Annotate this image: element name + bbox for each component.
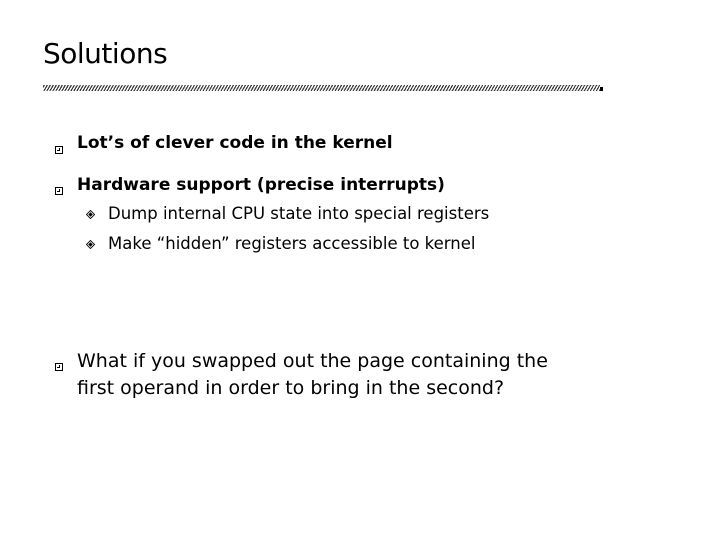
square-bullet-icon (55, 363, 63, 371)
square-bullet-icon (55, 146, 63, 154)
diamond-bullet-icon (86, 240, 95, 249)
sub-bullet-text: Make “hidden” registers accessible to kernel (108, 234, 476, 253)
title-underline-rule (43, 85, 600, 91)
bullet-text: Hardware support (precise interrupts) (77, 175, 445, 195)
sub-bullet-text: Dump internal CPU state into special registers (108, 204, 490, 223)
diamond-bullet-icon (86, 210, 95, 219)
title-underline-end-mark (600, 87, 603, 91)
square-bullet-icon (55, 187, 63, 195)
bullet-text-line: first operand in order to bring in the second? (77, 377, 505, 399)
slide-title: Solutions (43, 37, 168, 70)
bullet-text-line: What if you swapped out the page containing the (77, 350, 548, 372)
bullet-text: Lot’s of clever code in the kernel (77, 133, 393, 153)
